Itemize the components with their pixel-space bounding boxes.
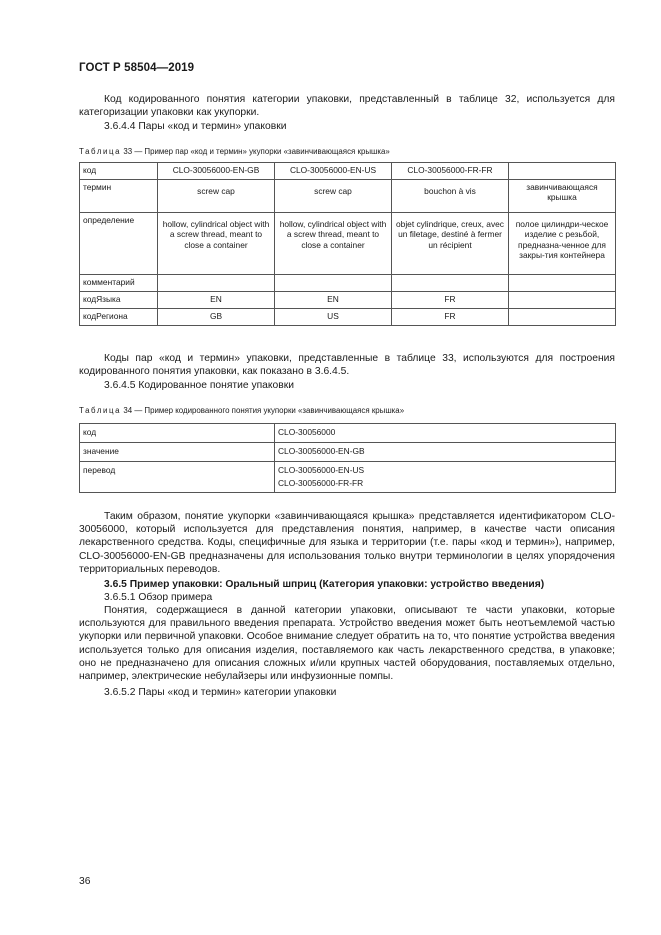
paragraph-device-description: Понятия, содержащиеся в данной категории упаковки, описывают те части упаковки, которые используются для правильного введения препарата. Устройство введения может быть неотъемлемой частью укупорки или первичной упаковки. Особое внимание следует обратить на то, что понятие устройства введения используется только для описания изделия, поставляемого как часть лекарственного средства, в упаковке; оно не предназначено для описания сложных и/или крупных частей оборудования, поставляемых отдельно, например, электрические небулайзеры или инфузионные помпы. <box>79 605 615 683</box>
table-33-cell: US <box>275 309 392 326</box>
section-3-6-4-4: 3.6.4.4 Пары «код и термин» упаковки <box>104 121 287 132</box>
table-34-value-cell <box>275 443 616 462</box>
table-33-caption <box>79 147 390 156</box>
table-34-row-label: код <box>80 424 275 443</box>
table-34-row-label: перевод <box>80 462 275 493</box>
table-34-value: CLO-30056000-FR-FR <box>278 478 364 489</box>
table-33-cell <box>392 275 509 292</box>
table-33-cell: CLO-30056000-FR-FR <box>392 163 509 180</box>
table-33-cell: CLO-30056000-EN-US <box>275 163 392 180</box>
table-34-row-label: значение <box>80 443 275 462</box>
table-33-cell: EN <box>158 292 275 309</box>
table-34 <box>79 423 616 493</box>
paragraph-summary: Таким образом, понятие укупорки «завинчивающаяся крышка» представляется идентификатором CLO-30056000, который используется для представления понятия, например, в качестве части описания лекарственного средства. Коды, специфичные для языка и территории (т.е. пары «код и термин»), например, CLO-30056000-EN-GB предназначены для использования только внутри терминологии в целях упорядочения территориальных переводов. <box>79 511 615 575</box>
table-33-cell: GB <box>158 309 275 326</box>
table-34-value: CLO-30056000 <box>278 427 336 437</box>
table-33-cell: FR <box>392 292 509 309</box>
table-33-cell: screw cap <box>275 180 392 213</box>
table-33-row <box>80 275 616 292</box>
table-33-cell: bouchon à vis <box>392 180 509 213</box>
paragraph-codes-usage: Коды пар «код и термин» упаковки, представленные в таблице 33, используются для построения кодированного понятия упаковки, как показано в 3.6.4.5. <box>79 353 615 378</box>
table-34-value-cell <box>275 462 616 493</box>
table-34-value-cell <box>275 424 616 443</box>
page-number: 36 <box>79 876 91 887</box>
table-34-caption-label: Таблица <box>79 406 122 415</box>
table-34-value: CLO-30056000-EN-GB <box>278 446 365 456</box>
table-33-row-label: кодРегиона <box>80 309 158 326</box>
table-33-cell <box>509 163 616 180</box>
table-33-cell: objet cylindrique, creux, avec un filetage, destiné à fermer un récipient <box>392 213 509 275</box>
table-33-cell <box>509 309 616 326</box>
table-33-cell <box>158 275 275 292</box>
table-33-row-label: комментарий <box>80 275 158 292</box>
section-3-6-5-1: 3.6.5.1 Обзор примера <box>104 592 213 603</box>
table-33-cell <box>509 275 616 292</box>
table-33-caption-label: Таблица <box>79 147 122 156</box>
table-33-cell: EN <box>275 292 392 309</box>
table-33 <box>79 162 616 326</box>
table-33-row <box>80 180 616 213</box>
table-33-cell: полое цилиндри-ческое изделие с резьбой, предназна-ченное для закры-тия контейнера <box>509 213 616 275</box>
table-33-caption-text: 33 — Пример пар «код и термин» укупорки «завинчивающаяся крышка» <box>123 147 390 156</box>
table-33-cell: завинчивающаяся крышка <box>509 180 616 213</box>
section-3-6-5-2: 3.6.5.2 Пары «код и термин» категории упаковки <box>104 687 337 698</box>
table-33-cell: hollow, cylindrical object with a screw thread, meant to close a container <box>275 213 392 275</box>
table-33-row-label: термин <box>80 180 158 213</box>
table-33-row <box>80 213 616 275</box>
table-33-row <box>80 309 616 326</box>
table-33-row-label: кодЯзыка <box>80 292 158 309</box>
table-33-cell: hollow, cylindrical object with a screw thread, meant to close a container <box>158 213 275 275</box>
table-34-caption-text: 34 — Пример кодированного понятия укупорки «завинчивающаяся крышка» <box>123 406 405 415</box>
standard-header: ГОСТ Р 58504—2019 <box>79 62 195 74</box>
section-3-6-4-5: 3.6.4.5 Кодированное понятие упаковки <box>104 380 294 391</box>
section-3-6-5-heading: 3.6.5 Пример упаковки: Оральный шприц (Категория упаковки: устройство введения) <box>104 579 545 590</box>
intro-paragraph: Код кодированного понятия категории упаковки, представленный в таблице 32, используется для категоризации упаковки как укупорки. <box>79 94 615 119</box>
table-34-row <box>80 443 616 462</box>
table-34-value: CLO-30056000-EN-US <box>278 465 365 475</box>
table-33-cell: FR <box>392 309 509 326</box>
table-33-row <box>80 292 616 309</box>
table-33-row-label: код <box>80 163 158 180</box>
table-34-caption <box>79 406 404 415</box>
table-34-row <box>80 424 616 443</box>
table-34-row <box>80 462 616 493</box>
table-33-cell: screw cap <box>158 180 275 213</box>
table-33-row <box>80 163 616 180</box>
table-33-cell <box>275 275 392 292</box>
table-33-cell: CLO-30056000-EN-GB <box>158 163 275 180</box>
table-33-cell <box>509 292 616 309</box>
table-33-row-label: определение <box>80 213 158 275</box>
